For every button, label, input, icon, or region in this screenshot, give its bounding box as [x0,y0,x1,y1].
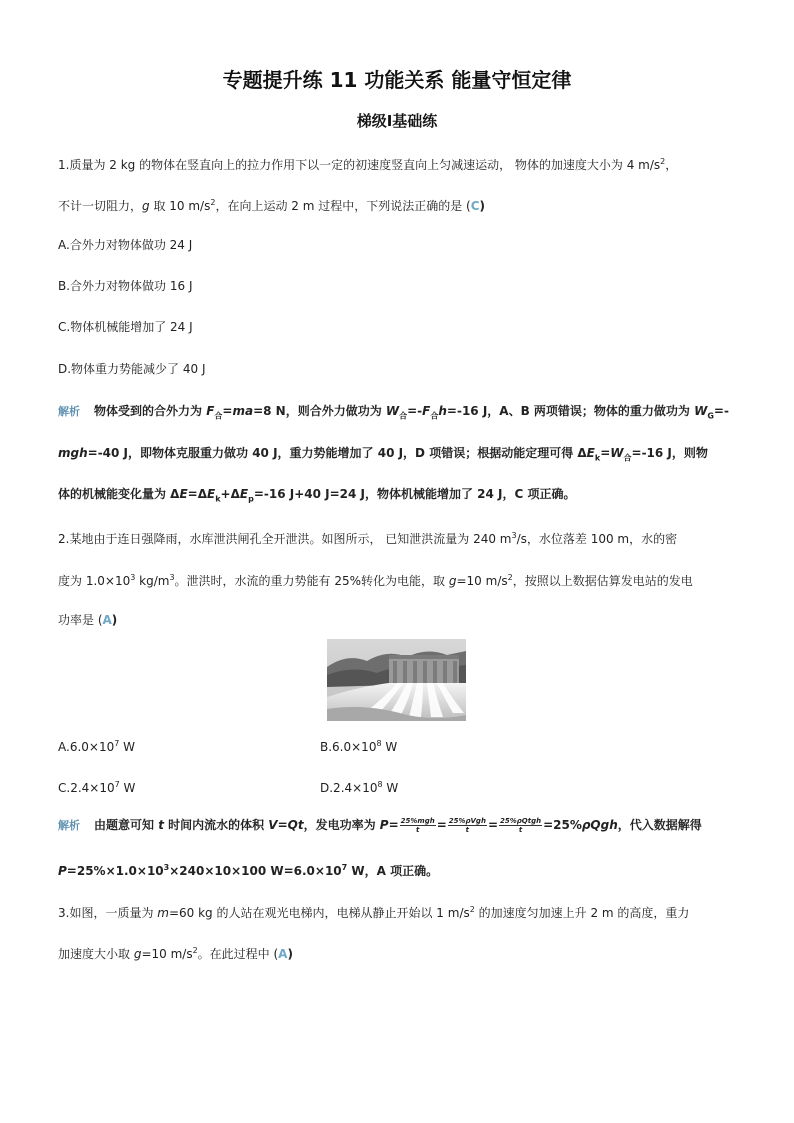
q1-answer: C [470,199,480,213]
section-subtitle: 梯级Ⅰ基础练 [356,112,438,130]
fraction-1: $\frac{\text{25\%mgh}}{t}$ [400,817,435,834]
q1-stem-line2: 不计一切阻力，g 取 10 $m/s^2$，在向上运动 2 m 过程中，下列说法正确的是 (C) [58,198,485,213]
q2-answer: A [102,613,112,627]
q2-option-a: $A.6.0\times 10^7$ W [58,739,136,754]
q1-analysis-line1: 解析 物体受到的合外力为 $F_合=ma=8$ N，则合外力做功为 $W_合=-F_合h=-16$ J，A、B 两项错误；物体的重力做功为 $W_G=-$ [58,404,729,421]
q2-stem-line1: 2.某地由于连日强降雨，水库泄洪闸孔全开泄洪。如图所示， 已知泄洪流量为 240 $m^3/s$，水位落差 100 m，水的密 [58,531,678,546]
q2-option-b: $B.6.0\times 10^8$ W [320,739,398,754]
q2-stem-line3: 功率是 (A) [58,613,118,627]
q2-stem-line2: 度为 $1.0\times 10^3$ $kg/m^3$。泄洪时，水流的重力势能有 25%转化为电能，取 g=10 $m/s^2$，按照以上数据估算发电站的发电 [58,573,693,588]
q2-analysis-line1: 解析 由题意可知 t 时间内流水的体积 V=Qt，发电功率为 P= $\frac{\text{25\%mgh}}{t}$ = $\frac{\text{25\%ρVgh}}{t}$ = $\frac{\text{25\%ρQtgh}}{t}$ =25%ρQgh，代入数据解得 [58,817,702,834]
page-title: 专题提升练 11 功能关系 能量守恒定律 [222,68,572,92]
fraction-3: $\frac{\text{25\%ρQtgh}}{t}$ [500,817,542,834]
fraction-2: $\frac{\text{25\%ρVgh}}{t}$ [448,817,486,834]
q2-option-c: $C.2.4\times 10^7$ W [58,780,136,795]
dam-spillway-photo [327,639,466,721]
analysis-tag: 解析 [58,819,80,832]
q3-stem-line2: 加速度大小取 g=10 $m/s^2$。在此过程中 (A) [58,946,293,961]
q1-option-d: D.物体重力势能减少了 40 J [58,362,206,376]
q1-option-a: A.合外力对物体做功 24 J [58,238,193,252]
q1-option-c: C.物体机械能增加了 24 J [58,320,193,334]
q1-option-b: B.合外力对物体做功 16 J [58,279,193,293]
q2-option-d: $D.2.4\times 10^8$ W [320,780,399,795]
analysis-tag: 解析 [58,405,80,418]
q1-analysis-line3: 体的机械能变化量为 $\Delta E=\Delta E_k+\Delta E_p=-16$ J+40 J=24 J，物体机械能增加了 24 J，C 项正确。 [58,487,576,504]
q1-stem-line1: 1.质量为 2 kg 的物体在竖直向上的拉力作用下以一定的初速度竖直向上匀减速运动， 物体的加速度大小为 4 $m/s^2$， [58,157,678,172]
q3-stem-line1: 3.如图，一质量为 m=60 kg 的人站在观光电梯内，电梯从静止开始以 1 $m/s^2$ 的加速度匀加速上升 2 m 的高度，重力 [58,905,690,920]
q3-answer: A [278,947,288,961]
q1-analysis-line2: mgh=-40 J，即物体克服重力做功 40 J，重力势能增加了 40 J，D 项错误；根据动能定理可得 $\Delta E_k=W_合=-16$ J，则物 [58,446,708,463]
q2-analysis-line2: $P=25\%\times 1.0\times 10^3\times 240\times 10\times 100$ $W=6.0\times 10^7$ W，A 项正确。 [58,863,439,878]
